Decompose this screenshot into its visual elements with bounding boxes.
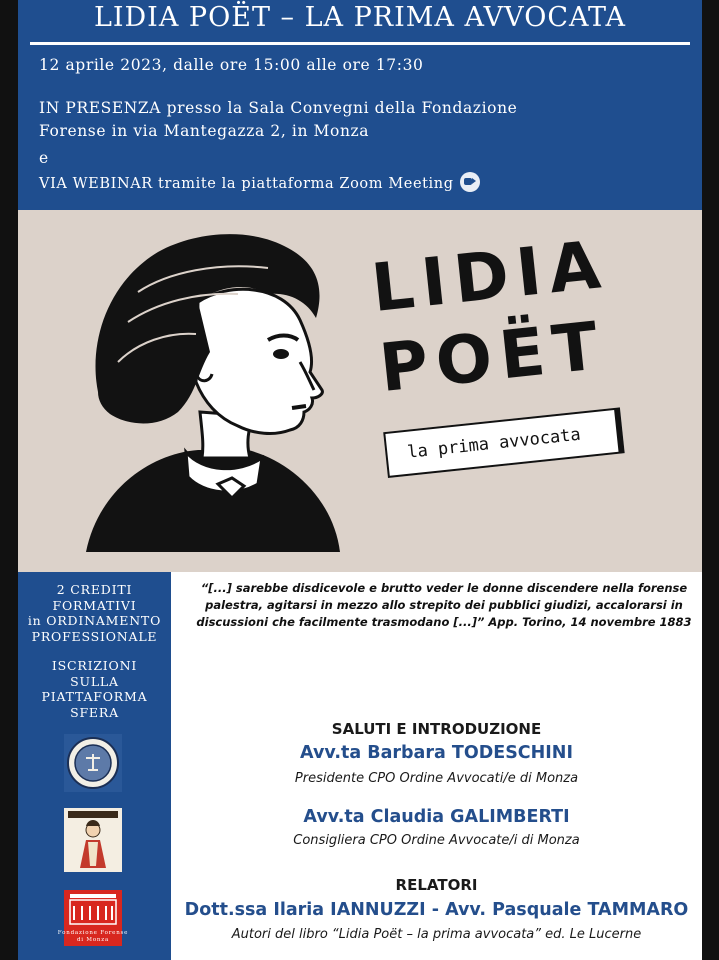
speaker-1-name: Avv.ta Barbara TODESCHINI (300, 743, 573, 763)
credits-line: in ORDINAMENTO (27, 613, 162, 628)
woman-figure-illustration (64, 808, 122, 872)
registration-line: SFERA (70, 704, 119, 720)
registration-block (18, 658, 171, 720)
event-date: 12 aprile 2023, dalle ore 15:00 alle ore 17:30 (39, 56, 424, 74)
event-poster (18, 0, 702, 960)
speakers-names: Dott.ssa Ilaria IANNUZZI - Avv. Pasquale TAMMARO (184, 900, 689, 920)
logo-name-last: POËT (375, 306, 610, 407)
venue-line-1: IN PRESENZA presso la Sala Convegni della Fondazione (39, 99, 518, 117)
portrait-illustration (78, 222, 348, 567)
historical-quote: “[...] sarebbe disdicevole e brutto veder le donne discendere nella forense palestra, agitarsi in mezzo allo strepito dei pubblici giudizi, accalorarsi in discussioni che facilmente trasmodano [...]” App. Torino, 14 novembre 1883 (196, 581, 692, 629)
svg-text:di Monza: di Monza (76, 937, 110, 943)
sidebar-panel (18, 572, 171, 960)
event-title: LIDIA POËT – LA PRIMA AVVOCATA (93, 2, 627, 33)
speaker-2-role: Consigliera CPO Ordine Avvocate/i di Monza (293, 833, 580, 848)
webinar-text: VIA WEBINAR tramite la piattaforma Zoom Meeting (39, 176, 454, 192)
bar-council-seal-logo (64, 734, 122, 792)
registration-line: SULLA (70, 673, 119, 689)
logo-tagline: la prima avvocata (383, 407, 625, 478)
credits-line: FORMATIVI (52, 597, 137, 613)
book-authors-note: Autori del libro “Lidia Poët – la prima avvocata” ed. Le Lucerne (231, 927, 642, 942)
speaker-2-name: Avv.ta Claudia GALIMBERTI (303, 807, 570, 827)
credits-line: 2 CREDITI (56, 582, 133, 597)
logo-name-first: LIDIA (367, 225, 612, 327)
credits-line: PROFESSIONALE (31, 628, 158, 644)
credits-block (18, 582, 171, 644)
banner-image (18, 210, 702, 572)
venue-line-2: Forense in via Mantegazza 2, in Monza (39, 122, 370, 140)
header-divider (30, 42, 690, 45)
video-camera-icon (460, 172, 480, 192)
poster-header (18, 0, 702, 210)
fondazione-forense-logo (57, 890, 129, 946)
greetings-heading: SALUTI E INTRODUZIONE (331, 720, 542, 738)
speakers-heading: RELATORI (395, 876, 478, 894)
webinar-line (39, 172, 480, 192)
speaker-1-role: Presidente CPO Ordine Avvocati/e di Monza (294, 771, 579, 786)
foundation-logo-caption: Fondazione Forense (57, 930, 129, 936)
conjunction-text: e (39, 149, 49, 167)
registration-line: PIATTAFORMA (41, 689, 148, 704)
registration-line: ISCRIZIONI (51, 658, 138, 673)
